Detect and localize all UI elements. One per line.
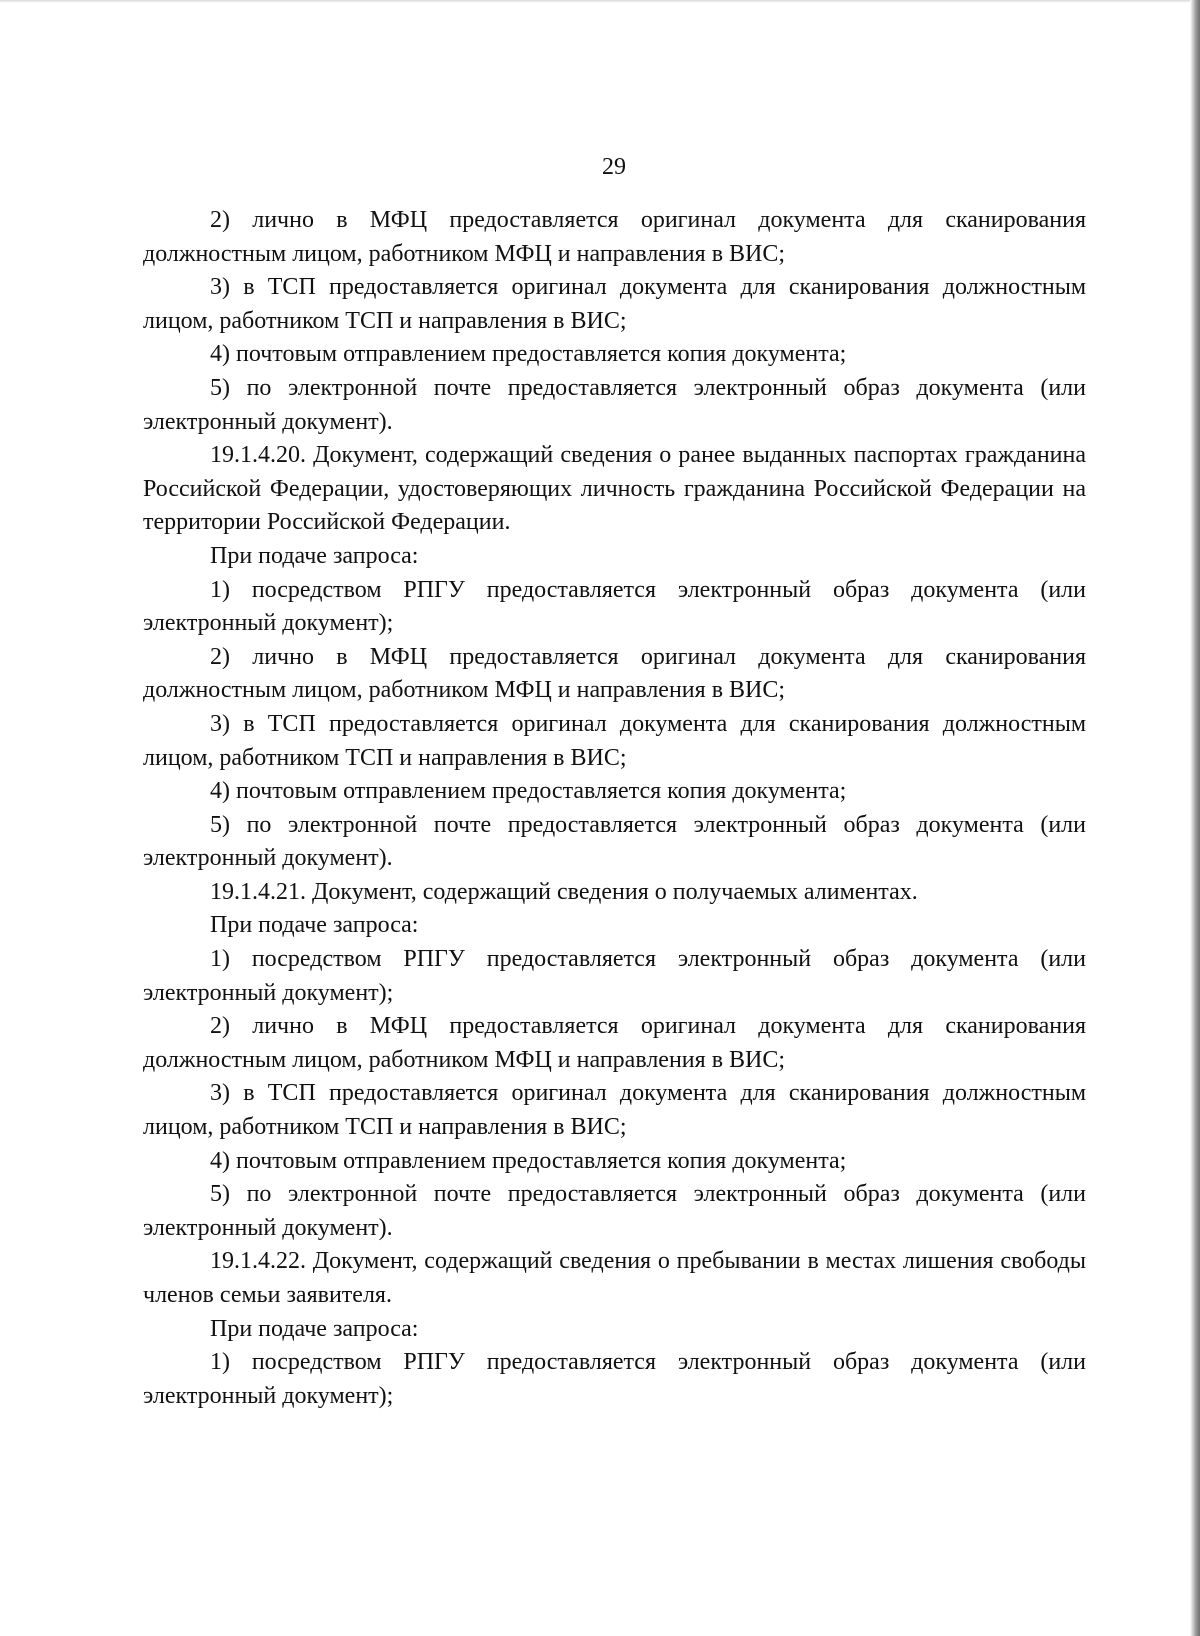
paragraph: При подаче запроса: (210, 912, 419, 939)
paragraph: 1) посредством РПГУ предоставляется электронный образ документа (или электронный документ); (143, 1349, 1086, 1409)
paragraph: 3) в ТСП предоставляется оригинал документа для сканирования должностным лицом, работником ТСП и направления в ВИС; (143, 274, 1086, 334)
section-heading-19-1-4-22: 19.1.4.22. Документ, содержащий сведения о пребывании в местах лишения свободы членов семьи заявителя. (143, 1248, 1086, 1308)
paragraph: 4) почтовым отправлением предоставляется копия документа; (210, 341, 847, 368)
paragraph: 1) посредством РПГУ предоставляется электронный образ документа (или электронный документ); (143, 576, 1086, 637)
paragraph: 2) лично в МФЦ предоставляется оригинал документа для сканирования должностным лицом, работником МФЦ и направления в ВИС; (143, 643, 1086, 704)
scan-right-edge (1190, 0, 1200, 1636)
document-body (143, 204, 1086, 1413)
paragraph: 1) посредством РПГУ предоставляется электронный образ документа (или электронный документ); (143, 946, 1086, 1006)
paragraph: 5) по электронной почте предоставляется электронный образ документа (или электронный документ). (143, 374, 1086, 435)
paragraph: 5) по электронной почте предоставляется электронный образ документа (или электронный документ). (143, 811, 1086, 872)
paragraph: 3) в ТСП предоставляется оригинал документа для сканирования должностным лицом, работником ТСП и направления в ВИС; (143, 710, 1086, 771)
section-heading-19-1-4-21: 19.1.4.21. Документ, содержащий сведения о получаемых алиментах. (210, 878, 918, 905)
paragraph: При подаче запроса: (210, 1315, 419, 1342)
paragraph: 4) почтовым отправлением предоставляется копия документа; (210, 1147, 847, 1174)
paragraph: 2) лично в МФЦ предоставляется оригинал документа для сканирования должностным лицом, работником МФЦ и направления в ВИС; (143, 207, 1086, 267)
paragraph: 5) по электронной почте предоставляется электронный образ документа (или электронный документ). (143, 1181, 1086, 1241)
section-heading-19-1-4-20: 19.1.4.20. Документ, содержащий сведения о ранее выданных паспортах гражданина Российской Федерации, удостоверяющих личность гражданина Российской Федерации на территории Российской Федерации. (143, 442, 1086, 536)
paragraph: 2) лично в МФЦ предоставляется оригинал документа для сканирования должностным лицом, работником МФЦ и направления в ВИС; (143, 1013, 1086, 1073)
paragraph: 3) в ТСП предоставляется оригинал документа для сканирования должностным лицом, работником ТСП и направления в ВИС; (143, 1080, 1086, 1141)
scan-top-edge (0, 0, 1200, 3)
page-number: 29 (602, 154, 626, 180)
paragraph: 4) почтовым отправлением предоставляется копия документа; (210, 778, 847, 805)
paragraph: При подаче запроса: (210, 542, 419, 569)
